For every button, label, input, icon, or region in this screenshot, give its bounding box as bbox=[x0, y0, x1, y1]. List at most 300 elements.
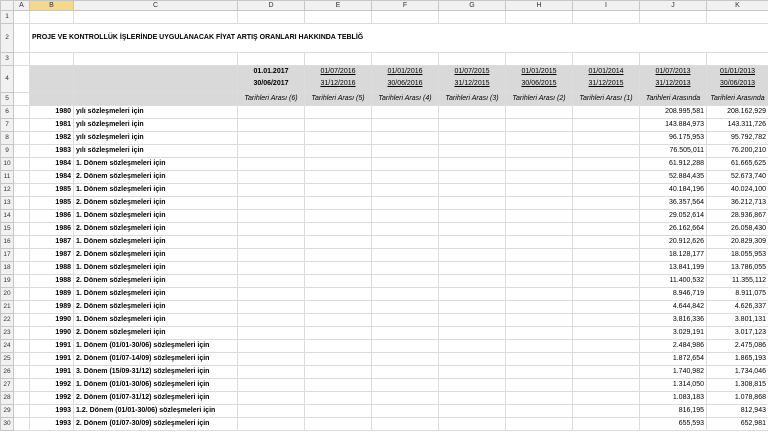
value-cell[interactable] bbox=[439, 353, 506, 366]
value-cell[interactable] bbox=[439, 275, 506, 288]
value-cell[interactable] bbox=[439, 145, 506, 158]
value-cell-k[interactable]: 13.786,055 bbox=[707, 262, 768, 275]
value-cell[interactable] bbox=[372, 119, 439, 132]
value-cell[interactable] bbox=[238, 158, 305, 171]
value-cell-j[interactable]: 3.029,191 bbox=[640, 327, 707, 340]
row-header[interactable]: 11 bbox=[1, 171, 14, 184]
value-cell-k[interactable]: 1.734,046 bbox=[707, 366, 768, 379]
period-label-1[interactable]: Tarihleri Arası (1) bbox=[573, 93, 640, 106]
value-cell[interactable] bbox=[439, 184, 506, 197]
value-cell[interactable] bbox=[573, 327, 640, 340]
value-cell-j[interactable]: 76.505,011 bbox=[640, 145, 707, 158]
value-cell-k[interactable]: 4.626,337 bbox=[707, 301, 768, 314]
period-header-4[interactable] bbox=[372, 66, 439, 93]
value-cell[interactable] bbox=[372, 236, 439, 249]
row-header[interactable]: 13 bbox=[1, 197, 14, 210]
description-cell[interactable]: 1. Dönem (01/01-30/06) sözleşmeleri için bbox=[74, 340, 238, 353]
column-header-g[interactable]: G bbox=[439, 1, 506, 11]
value-cell[interactable] bbox=[439, 132, 506, 145]
description-cell[interactable]: 1. Dönem sözleşmeleri için bbox=[74, 288, 238, 301]
value-cell-j[interactable]: 13.841,199 bbox=[640, 262, 707, 275]
description-cell[interactable]: 1. Dönem sözleşmeleri için bbox=[74, 184, 238, 197]
value-cell[interactable] bbox=[573, 132, 640, 145]
value-cell[interactable] bbox=[238, 418, 305, 431]
value-cell[interactable] bbox=[573, 366, 640, 379]
value-cell[interactable] bbox=[372, 353, 439, 366]
cell[interactable] bbox=[305, 53, 372, 66]
value-cell[interactable] bbox=[372, 275, 439, 288]
value-cell-k[interactable]: 11.355,112 bbox=[707, 275, 768, 288]
value-cell[interactable] bbox=[238, 210, 305, 223]
year-cell[interactable]: 1986 bbox=[30, 210, 74, 223]
value-cell[interactable] bbox=[305, 327, 372, 340]
value-cell[interactable] bbox=[439, 301, 506, 314]
year-cell[interactable]: 1992 bbox=[30, 379, 74, 392]
value-cell-k[interactable]: 3.017,123 bbox=[707, 327, 768, 340]
value-cell-j[interactable]: 29.052,614 bbox=[640, 210, 707, 223]
value-cell[interactable] bbox=[238, 340, 305, 353]
value-cell[interactable] bbox=[238, 379, 305, 392]
value-cell[interactable] bbox=[372, 184, 439, 197]
value-cell[interactable] bbox=[305, 197, 372, 210]
value-cell[interactable] bbox=[305, 405, 372, 418]
row-header[interactable]: 21 bbox=[1, 301, 14, 314]
value-cell[interactable] bbox=[238, 353, 305, 366]
value-cell[interactable] bbox=[506, 171, 573, 184]
cell[interactable] bbox=[506, 11, 573, 24]
description-cell[interactable]: 1. Dönem sözleşmeleri için bbox=[74, 210, 238, 223]
year-cell[interactable]: 1981 bbox=[30, 119, 74, 132]
period-header-2013-2[interactable] bbox=[640, 66, 707, 93]
description-cell[interactable]: yılı sözleşmeleri için bbox=[74, 145, 238, 158]
row-header[interactable]: 16 bbox=[1, 236, 14, 249]
cell[interactable] bbox=[707, 11, 768, 24]
value-cell[interactable] bbox=[506, 405, 573, 418]
year-cell[interactable]: 1987 bbox=[30, 249, 74, 262]
description-cell[interactable]: 2. Dönem (01/07-31/12) sözleşmeleri için bbox=[74, 392, 238, 405]
row-header[interactable]: 5 bbox=[1, 93, 14, 106]
value-cell[interactable] bbox=[573, 210, 640, 223]
value-cell[interactable] bbox=[439, 197, 506, 210]
value-cell-k[interactable]: 26.058,430 bbox=[707, 223, 768, 236]
value-cell[interactable] bbox=[305, 223, 372, 236]
value-cell[interactable] bbox=[305, 210, 372, 223]
value-cell-j[interactable]: 8.946,719 bbox=[640, 288, 707, 301]
value-cell[interactable] bbox=[305, 106, 372, 119]
column-header-i[interactable]: I bbox=[573, 1, 640, 11]
value-cell[interactable] bbox=[238, 301, 305, 314]
column-header-k[interactable]: K bbox=[707, 1, 768, 11]
value-cell[interactable] bbox=[372, 223, 439, 236]
year-cell[interactable]: 1986 bbox=[30, 223, 74, 236]
period-header-6[interactable] bbox=[238, 66, 305, 93]
value-cell[interactable] bbox=[238, 314, 305, 327]
value-cell-j[interactable]: 96.175,953 bbox=[640, 132, 707, 145]
value-cell[interactable] bbox=[573, 223, 640, 236]
column-header-b[interactable]: B bbox=[30, 1, 74, 11]
description-cell[interactable]: 1. Dönem sözleşmeleri için bbox=[74, 158, 238, 171]
value-cell[interactable] bbox=[573, 145, 640, 158]
value-cell[interactable] bbox=[238, 275, 305, 288]
cell[interactable] bbox=[14, 93, 30, 106]
value-cell[interactable] bbox=[372, 106, 439, 119]
value-cell-j[interactable]: 1.872,654 bbox=[640, 353, 707, 366]
description-cell[interactable]: 1. Dönem sözleşmeleri için bbox=[74, 236, 238, 249]
value-cell[interactable] bbox=[372, 145, 439, 158]
cell[interactable] bbox=[14, 171, 30, 184]
value-cell[interactable] bbox=[573, 236, 640, 249]
value-cell[interactable] bbox=[372, 405, 439, 418]
header-cell-desc[interactable] bbox=[74, 93, 238, 106]
value-cell-k[interactable]: 95.792,782 bbox=[707, 132, 768, 145]
value-cell[interactable] bbox=[573, 353, 640, 366]
value-cell[interactable] bbox=[573, 392, 640, 405]
row-header[interactable]: 8 bbox=[1, 132, 14, 145]
period-label-4[interactable]: Tarihleri Arası (4) bbox=[372, 93, 439, 106]
column-header-d[interactable]: D bbox=[238, 1, 305, 11]
year-cell[interactable]: 1987 bbox=[30, 236, 74, 249]
value-cell-k[interactable]: 28.936,867 bbox=[707, 210, 768, 223]
cell[interactable] bbox=[439, 53, 506, 66]
value-cell[interactable] bbox=[372, 379, 439, 392]
value-cell[interactable] bbox=[439, 171, 506, 184]
value-cell[interactable] bbox=[573, 379, 640, 392]
value-cell[interactable] bbox=[506, 132, 573, 145]
description-cell[interactable]: 2. Dönem sözleşmeleri için bbox=[74, 275, 238, 288]
value-cell-j[interactable]: 18.128,177 bbox=[640, 249, 707, 262]
value-cell[interactable] bbox=[573, 106, 640, 119]
value-cell[interactable] bbox=[506, 353, 573, 366]
row-header[interactable]: 4 bbox=[1, 66, 14, 93]
row-header[interactable]: 18 bbox=[1, 262, 14, 275]
value-cell[interactable] bbox=[506, 210, 573, 223]
period-label-5[interactable]: Tarihleri Arası (5) bbox=[305, 93, 372, 106]
cell[interactable] bbox=[14, 132, 30, 145]
row-header[interactable]: 17 bbox=[1, 249, 14, 262]
value-cell[interactable] bbox=[305, 366, 372, 379]
year-cell[interactable]: 1985 bbox=[30, 197, 74, 210]
value-cell-k[interactable]: 1.865,193 bbox=[707, 353, 768, 366]
period-header-2013-1[interactable] bbox=[707, 66, 768, 93]
description-cell[interactable]: 1. Dönem sözleşmeleri için bbox=[74, 262, 238, 275]
cell[interactable] bbox=[506, 53, 573, 66]
value-cell-j[interactable]: 26.162,664 bbox=[640, 223, 707, 236]
value-cell[interactable] bbox=[238, 119, 305, 132]
value-cell[interactable] bbox=[573, 314, 640, 327]
value-cell-k[interactable]: 61.665,625 bbox=[707, 158, 768, 171]
cell[interactable] bbox=[14, 262, 30, 275]
value-cell[interactable] bbox=[372, 392, 439, 405]
header-cell-desc[interactable] bbox=[74, 66, 238, 93]
value-cell[interactable] bbox=[238, 392, 305, 405]
year-cell[interactable]: 1984 bbox=[30, 171, 74, 184]
row-header[interactable]: 29 bbox=[1, 405, 14, 418]
cell[interactable] bbox=[74, 53, 238, 66]
value-cell[interactable] bbox=[506, 418, 573, 431]
value-cell[interactable] bbox=[439, 366, 506, 379]
value-cell[interactable] bbox=[439, 119, 506, 132]
cell[interactable] bbox=[14, 288, 30, 301]
value-cell[interactable] bbox=[506, 275, 573, 288]
year-cell[interactable]: 1990 bbox=[30, 314, 74, 327]
value-cell-k[interactable]: 20.829,309 bbox=[707, 236, 768, 249]
value-cell-j[interactable]: 1.314,050 bbox=[640, 379, 707, 392]
value-cell[interactable] bbox=[506, 262, 573, 275]
value-cell[interactable] bbox=[573, 249, 640, 262]
description-cell[interactable]: 2. Dönem sözleşmeleri için bbox=[74, 249, 238, 262]
year-cell[interactable]: 1983 bbox=[30, 145, 74, 158]
value-cell[interactable] bbox=[506, 366, 573, 379]
value-cell-j[interactable]: 20.912,626 bbox=[640, 236, 707, 249]
value-cell-k[interactable]: 40.024,100 bbox=[707, 184, 768, 197]
cell[interactable] bbox=[372, 11, 439, 24]
value-cell[interactable] bbox=[305, 262, 372, 275]
cell[interactable] bbox=[14, 366, 30, 379]
value-cell[interactable] bbox=[506, 327, 573, 340]
value-cell[interactable] bbox=[238, 184, 305, 197]
row-header[interactable]: 6 bbox=[1, 106, 14, 119]
value-cell[interactable] bbox=[573, 119, 640, 132]
value-cell-k[interactable]: 1.078,868 bbox=[707, 392, 768, 405]
column-header-e[interactable]: E bbox=[305, 1, 372, 11]
value-cell-j[interactable]: 61.912,288 bbox=[640, 158, 707, 171]
cell[interactable] bbox=[14, 418, 30, 431]
description-cell[interactable]: 2. Dönem sözleşmeleri için bbox=[74, 171, 238, 184]
value-cell-j[interactable]: 36.357,564 bbox=[640, 197, 707, 210]
value-cell-k[interactable]: 36.212,713 bbox=[707, 197, 768, 210]
cell[interactable] bbox=[14, 145, 30, 158]
description-cell[interactable]: 2. Dönem (01/07-14/09) sözleşmeleri için bbox=[74, 353, 238, 366]
cell[interactable] bbox=[14, 314, 30, 327]
cell[interactable] bbox=[14, 53, 30, 66]
value-cell-k[interactable]: 812,943 bbox=[707, 405, 768, 418]
value-cell[interactable] bbox=[372, 249, 439, 262]
value-cell[interactable] bbox=[305, 418, 372, 431]
year-cell[interactable]: 1980 bbox=[30, 106, 74, 119]
value-cell[interactable] bbox=[238, 145, 305, 158]
value-cell[interactable] bbox=[506, 145, 573, 158]
value-cell[interactable] bbox=[372, 314, 439, 327]
year-cell[interactable]: 1988 bbox=[30, 262, 74, 275]
row-header[interactable]: 24 bbox=[1, 340, 14, 353]
value-cell[interactable] bbox=[439, 158, 506, 171]
value-cell[interactable] bbox=[305, 119, 372, 132]
value-cell[interactable] bbox=[372, 262, 439, 275]
period-label-3[interactable]: Tarihleri Arası (3) bbox=[439, 93, 506, 106]
description-cell[interactable]: yılı sözleşmeleri için bbox=[74, 132, 238, 145]
cell[interactable] bbox=[439, 11, 506, 24]
value-cell[interactable] bbox=[372, 366, 439, 379]
description-cell[interactable]: 2. Dönem sözleşmeleri için bbox=[74, 301, 238, 314]
value-cell[interactable] bbox=[305, 184, 372, 197]
value-cell-j[interactable]: 143.884,973 bbox=[640, 119, 707, 132]
value-cell[interactable] bbox=[506, 158, 573, 171]
row-header[interactable]: 15 bbox=[1, 223, 14, 236]
value-cell[interactable] bbox=[238, 171, 305, 184]
description-cell[interactable]: 2. Dönem sözleşmeleri için bbox=[74, 223, 238, 236]
row-header[interactable]: 1 bbox=[1, 11, 14, 24]
value-cell[interactable] bbox=[372, 210, 439, 223]
cell[interactable] bbox=[14, 379, 30, 392]
cell[interactable] bbox=[14, 275, 30, 288]
value-cell[interactable] bbox=[439, 405, 506, 418]
value-cell[interactable] bbox=[506, 223, 573, 236]
value-cell[interactable] bbox=[439, 223, 506, 236]
value-cell[interactable] bbox=[305, 132, 372, 145]
value-cell[interactable] bbox=[506, 301, 573, 314]
value-cell[interactable] bbox=[305, 145, 372, 158]
column-header-a[interactable]: A bbox=[14, 1, 30, 11]
value-cell[interactable] bbox=[305, 379, 372, 392]
year-cell[interactable]: 1988 bbox=[30, 275, 74, 288]
row-header[interactable]: 19 bbox=[1, 275, 14, 288]
cell[interactable] bbox=[14, 392, 30, 405]
column-header-j[interactable]: J bbox=[640, 1, 707, 11]
cell[interactable] bbox=[14, 24, 30, 53]
value-cell[interactable] bbox=[305, 275, 372, 288]
cell[interactable] bbox=[14, 223, 30, 236]
value-cell[interactable] bbox=[238, 197, 305, 210]
page-title[interactable]: PROJE VE KONTROLLÜK İŞLERİNDE UYGULANACAK FİYAT ARTIŞ ORANLARI HAKKINDA TEBLİĞ bbox=[30, 24, 768, 53]
value-cell[interactable] bbox=[372, 327, 439, 340]
value-cell[interactable] bbox=[305, 171, 372, 184]
cell[interactable] bbox=[74, 11, 238, 24]
value-cell[interactable] bbox=[305, 249, 372, 262]
value-cell[interactable] bbox=[439, 210, 506, 223]
row-header[interactable]: 2 bbox=[1, 24, 14, 53]
value-cell[interactable] bbox=[238, 288, 305, 301]
year-cell[interactable]: 1990 bbox=[30, 327, 74, 340]
description-cell[interactable]: yılı sözleşmeleri için bbox=[74, 119, 238, 132]
value-cell[interactable] bbox=[439, 262, 506, 275]
row-header[interactable]: 22 bbox=[1, 314, 14, 327]
row-header[interactable]: 12 bbox=[1, 184, 14, 197]
value-cell[interactable] bbox=[439, 288, 506, 301]
value-cell[interactable] bbox=[372, 171, 439, 184]
value-cell[interactable] bbox=[372, 197, 439, 210]
value-cell-j[interactable]: 1.083,183 bbox=[640, 392, 707, 405]
year-cell[interactable]: 1989 bbox=[30, 288, 74, 301]
value-cell[interactable] bbox=[439, 379, 506, 392]
row-header[interactable]: 25 bbox=[1, 353, 14, 366]
value-cell[interactable] bbox=[305, 314, 372, 327]
period-header-1[interactable] bbox=[573, 66, 640, 93]
value-cell[interactable] bbox=[372, 132, 439, 145]
description-cell[interactable]: yılı sözleşmeleri için bbox=[74, 106, 238, 119]
cell[interactable] bbox=[14, 11, 30, 24]
value-cell[interactable] bbox=[573, 197, 640, 210]
description-cell[interactable]: 2. Dönem sözleşmeleri için bbox=[74, 197, 238, 210]
cell[interactable] bbox=[14, 197, 30, 210]
value-cell-j[interactable]: 40.184,196 bbox=[640, 184, 707, 197]
value-cell[interactable] bbox=[305, 353, 372, 366]
cell[interactable] bbox=[14, 405, 30, 418]
cell[interactable] bbox=[640, 11, 707, 24]
cell[interactable] bbox=[707, 53, 768, 66]
value-cell[interactable] bbox=[573, 405, 640, 418]
period-label-2[interactable]: Tarihleri Arası (2) bbox=[506, 93, 573, 106]
cell[interactable] bbox=[14, 340, 30, 353]
value-cell[interactable] bbox=[506, 379, 573, 392]
header-cell-year[interactable] bbox=[30, 93, 74, 106]
cell[interactable] bbox=[640, 53, 707, 66]
value-cell[interactable] bbox=[305, 158, 372, 171]
value-cell[interactable] bbox=[238, 262, 305, 275]
period-header-2[interactable] bbox=[506, 66, 573, 93]
value-cell[interactable] bbox=[573, 288, 640, 301]
value-cell[interactable] bbox=[506, 119, 573, 132]
value-cell-k[interactable]: 143.311,726 bbox=[707, 119, 768, 132]
value-cell[interactable] bbox=[506, 236, 573, 249]
cell[interactable] bbox=[14, 249, 30, 262]
period-label-2013-1[interactable]: Tarihleri Arasında bbox=[707, 93, 768, 106]
value-cell[interactable] bbox=[506, 249, 573, 262]
year-cell[interactable]: 1993 bbox=[30, 405, 74, 418]
value-cell[interactable] bbox=[506, 340, 573, 353]
value-cell-k[interactable]: 52.673,740 bbox=[707, 171, 768, 184]
description-cell[interactable]: 3. Dönem (15/09-31/12) sözleşmeleri için bbox=[74, 366, 238, 379]
value-cell[interactable] bbox=[506, 392, 573, 405]
value-cell[interactable] bbox=[439, 327, 506, 340]
year-cell[interactable]: 1991 bbox=[30, 366, 74, 379]
value-cell-k[interactable]: 652,981 bbox=[707, 418, 768, 431]
row-header[interactable]: 26 bbox=[1, 366, 14, 379]
cell[interactable] bbox=[573, 11, 640, 24]
value-cell[interactable] bbox=[238, 405, 305, 418]
value-cell[interactable] bbox=[238, 249, 305, 262]
value-cell[interactable] bbox=[305, 340, 372, 353]
value-cell-k[interactable]: 2.475,086 bbox=[707, 340, 768, 353]
value-cell[interactable] bbox=[372, 288, 439, 301]
value-cell-k[interactable]: 1.308,815 bbox=[707, 379, 768, 392]
value-cell-j[interactable]: 4.644,842 bbox=[640, 301, 707, 314]
value-cell[interactable] bbox=[439, 340, 506, 353]
period-label-6[interactable]: Tarihleri Arası (6) bbox=[238, 93, 305, 106]
value-cell[interactable] bbox=[238, 132, 305, 145]
description-cell[interactable]: 2. Dönem (01/07-30/09) sözleşmeleri için bbox=[74, 418, 238, 431]
row-header[interactable]: 28 bbox=[1, 392, 14, 405]
value-cell-k[interactable]: 208.162,929 bbox=[707, 106, 768, 119]
year-cell[interactable]: 1982 bbox=[30, 132, 74, 145]
value-cell-k[interactable]: 76.200,210 bbox=[707, 145, 768, 158]
value-cell[interactable] bbox=[372, 340, 439, 353]
cell[interactable] bbox=[30, 11, 74, 24]
value-cell-k[interactable]: 8.911,075 bbox=[707, 288, 768, 301]
value-cell[interactable] bbox=[506, 288, 573, 301]
cell[interactable] bbox=[30, 53, 74, 66]
value-cell[interactable] bbox=[573, 418, 640, 431]
row-header[interactable]: 10 bbox=[1, 158, 14, 171]
year-cell[interactable]: 1991 bbox=[30, 353, 74, 366]
value-cell[interactable] bbox=[573, 301, 640, 314]
value-cell[interactable] bbox=[439, 249, 506, 262]
cell[interactable] bbox=[238, 11, 305, 24]
value-cell[interactable] bbox=[305, 301, 372, 314]
value-cell[interactable] bbox=[573, 171, 640, 184]
cell[interactable] bbox=[14, 210, 30, 223]
value-cell-j[interactable]: 52.884,435 bbox=[640, 171, 707, 184]
description-cell[interactable]: 1. Dönem sözleşmeleri için bbox=[74, 314, 238, 327]
value-cell-j[interactable]: 208.995,581 bbox=[640, 106, 707, 119]
value-cell-j[interactable]: 11.400,532 bbox=[640, 275, 707, 288]
cell[interactable] bbox=[14, 353, 30, 366]
value-cell-j[interactable]: 816,195 bbox=[640, 405, 707, 418]
value-cell[interactable] bbox=[573, 275, 640, 288]
value-cell[interactable] bbox=[439, 314, 506, 327]
value-cell[interactable] bbox=[573, 158, 640, 171]
value-cell-j[interactable]: 3.816,336 bbox=[640, 314, 707, 327]
row-header[interactable]: 30 bbox=[1, 418, 14, 431]
